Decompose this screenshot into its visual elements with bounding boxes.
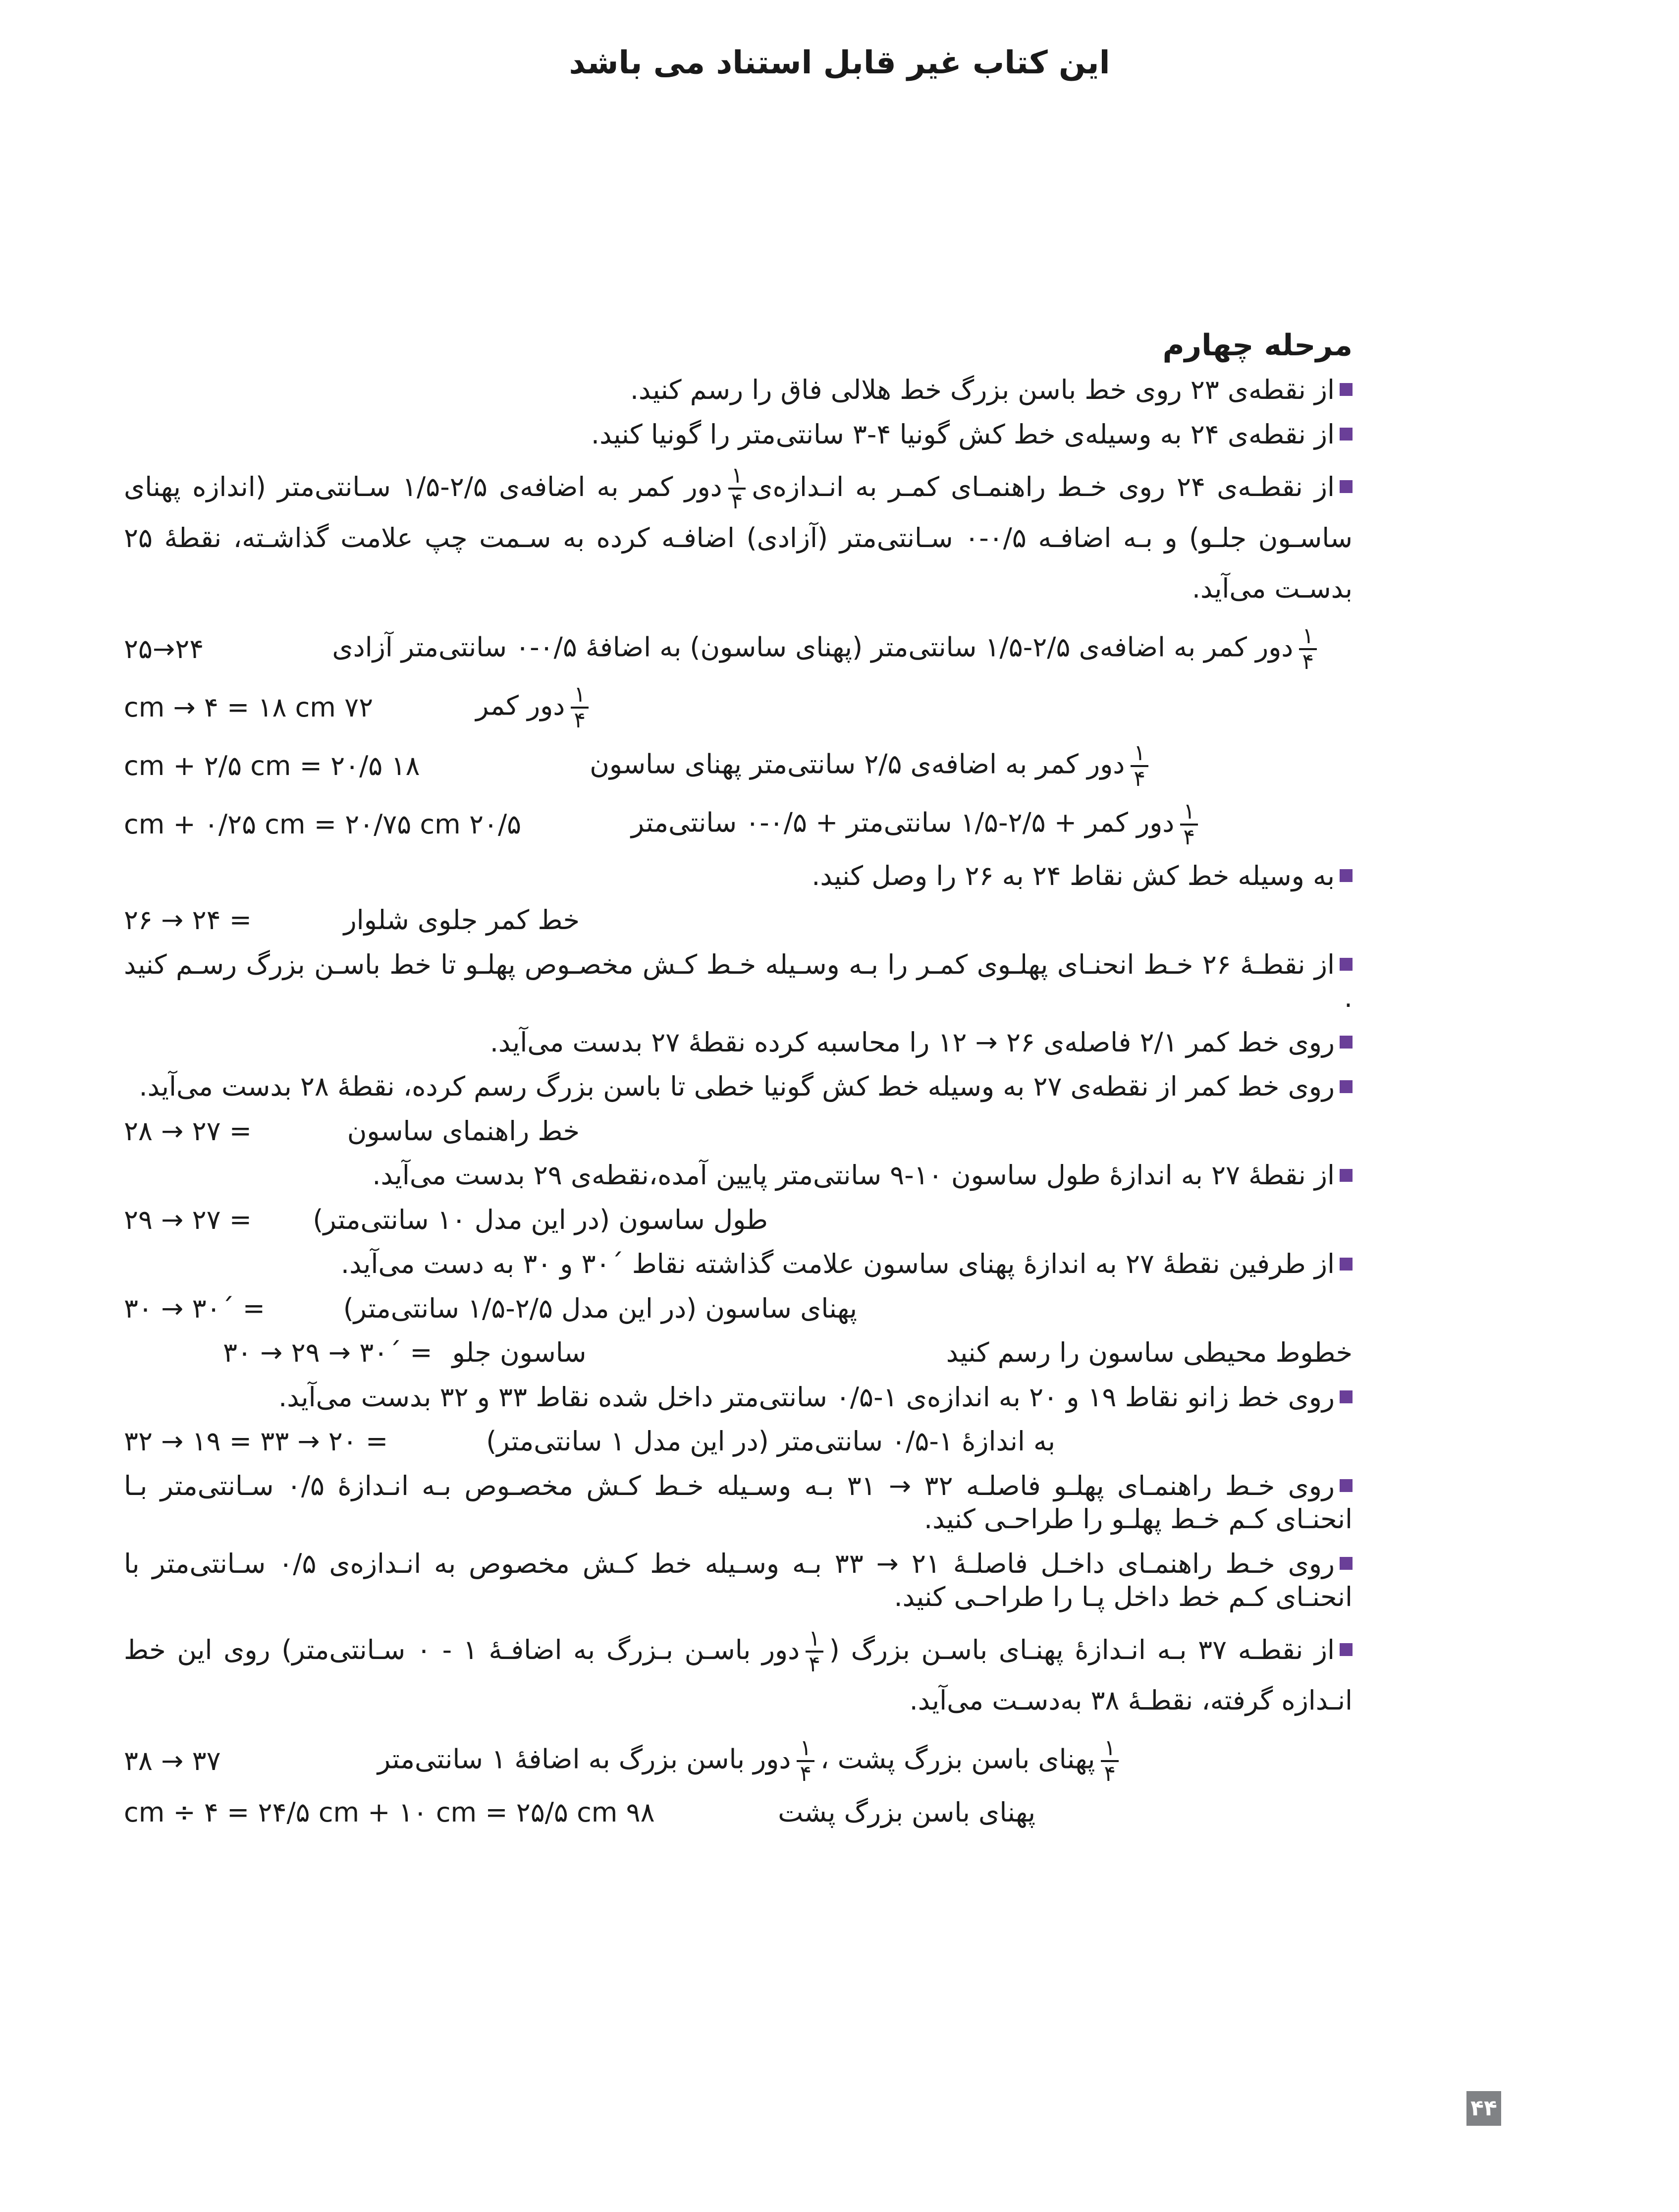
formula-line: خطوط محیطی ساسون را رسم کنید ساسون جلو = ´۳۰ → ۲۹ → ۳۰	[124, 1336, 1353, 1370]
bullet-square-icon	[1340, 1080, 1353, 1093]
bullet-square-icon	[1340, 1036, 1353, 1049]
bullet-item: روی خـط راهنمـای داخـل فاصلـهٔ ۲۱ → ۳۳ بـه وسـیله خط کـش مخصوص به انـدازه‌ی ۰/۵ سـانتی‌متر با انحنـای کـم خط داخل پـا را طراحـی کنید.	[124, 1548, 1353, 1613]
formula-value: ۳۷ → ۳۸	[124, 1745, 221, 1777]
fraction-one-quarter: $\frac{۱}{۴}$	[797, 1737, 814, 1785]
formula-value: ۹۸ cm ÷ ۴ = ۲۴/۵ cm + ۱۰ cm = ۲۵/۵ cm	[124, 1796, 655, 1828]
bullet-square-icon	[1340, 1390, 1353, 1403]
formula-value: = ۲۰ → ۳۳ = ۱۹ → ۳۲	[124, 1426, 388, 1457]
fraction-one-quarter: $\frac{۱}{۴}$	[571, 684, 589, 731]
formula-line: $\frac{۱}{۴}$ دور کمر ۷۲ cm → ۴ = ۱۸ cm	[124, 684, 1353, 731]
formula-value: ۷۲ cm → ۴ = ۱۸ cm	[124, 692, 374, 723]
fraction-one-quarter: $\frac{۱}{۴}$	[1131, 742, 1148, 790]
formula-line: پهنای باسن بزرگ پشت ۹۸ cm ÷ ۴ = ۲۴/۵ cm + ۱۰ cm = ۲۵/۵ cm	[124, 1796, 1353, 1829]
bullet-square-icon	[1340, 1557, 1353, 1570]
bullet-square-icon	[1340, 869, 1353, 882]
page-number-badge: ۴۴	[1466, 2091, 1501, 2126]
formula-line: خط کمر جلوی شلوار = ۲۴ → ۲۶	[124, 903, 1353, 937]
bullet-square-icon	[1340, 383, 1353, 396]
bullet-item: روی خط کمر ۲/۱ فاصله‌ی ۲۶ → ۱۲ را محاسبه کرده نقطهٔ ۲۷ بدست می‌آید.	[124, 1026, 1353, 1059]
bullet-square-icon	[1340, 958, 1353, 971]
fraction-one-quarter: $\frac{۱}{۴}$	[728, 465, 746, 512]
formula-value: = ۲۷ → ۲۹	[124, 1204, 252, 1235]
bullet-item: روی خـط راهنمـای پهلـو فاصلـه ۳۲ → ۳۱ بـه وسـیله خـط کـش مخصـوص بـه انـدازهٔ ۰/۵ سـانتی‌متر بـا انحنـای کـم خـط پهلـو را طراحـی کنید.	[124, 1470, 1353, 1535]
fraction-one-quarter: $\frac{۱}{۴}$	[806, 1628, 823, 1675]
formula-line: $\frac{۱}{۴}$ پهنای باسن بزرگ پشت ، $\frac{۱}{۴}$ دور باسن بزرگ به اضافهٔ ۱ سانتی‌متر ۳۷ → ۳۸	[124, 1737, 1353, 1785]
page-header: این کتاب غیر قابل استناد می باشد	[569, 45, 1110, 81]
bullet-square-icon	[1340, 428, 1353, 441]
bullet-square-icon	[1340, 1258, 1353, 1271]
bullet-item: از نقطه‌ی ۲۳ روی خط باسن بزرگ خط هلالی فاق را رسم کنید.	[124, 373, 1353, 407]
bullet-item: از طرفین نقطهٔ ۲۷ به اندازهٔ پهنای ساسون علامت گذاشته نقاط ´۳۰ و ۳۰ به دست می‌آید.	[124, 1247, 1353, 1281]
formula-value: = ´۳۰ → ۳۰	[124, 1292, 266, 1324]
bullet-item: به وسیله خط کش نقاط ۲۴ به ۲۶ را وصل کنید.	[124, 859, 1353, 893]
formula-line: $\frac{۱}{۴}$ دور کمر به اضافه‌ی ۲/۵-۱/۵ سانتی‌متر (پهنای ساسون) به اضافهٔ ۰/۵-۰ سانتی‌متر آزادی ۲۴→۲۵	[124, 625, 1353, 673]
fraction-one-quarter: $\frac{۱}{۴}$	[1299, 625, 1317, 673]
bullet-square-icon	[1340, 480, 1353, 493]
bullet-item: روی خط زانو نقاط ۱۹ و ۲۰ به اندازه‌ی ۱-۰/۵ سانتی‌متر داخل شده نقاط ۳۳ و ۳۲ بدست می‌آید.	[124, 1381, 1353, 1414]
formula-value: = ۲۴ → ۲۶	[124, 904, 252, 936]
bullet-item: از نقطـه‌ی ۲۴ روی خـط راهنمـای کمـر به انـدازه‌ی $\frac{۱}{۴}$ دور کمر به اضافه‌ی ۲/۵-۱/۵ سـانتی‌متر (اندازه پهنای ساسـون جلـو) و بـه اضافـه ۰/۵-۰ سـانتی‌متر (آزادی) اضافـه کرده به سـمت چپ علامت گذاشـته، نقطهٔ ۲۵ بدسـت می‌آید.	[124, 463, 1353, 605]
fraction-one-quarter: $\frac{۱}{۴}$	[1180, 801, 1198, 848]
formula-value: ۲۰/۵ cm + ۰/۲۵ cm = ۲۰/۷۵ cm	[124, 809, 522, 840]
formula-value: ۱۸ cm + ۲/۵ cm = ۲۰/۵	[124, 750, 420, 782]
bullet-square-icon	[1340, 1643, 1353, 1656]
formula-value: = ۲۷ → ۲۸	[124, 1115, 252, 1147]
fraction-one-quarter: $\frac{۱}{۴}$	[1101, 1737, 1119, 1785]
bullet-square-icon	[1340, 1169, 1353, 1182]
section-title: مرحله چهارم	[1162, 328, 1353, 363]
formula-line: طول ساسون (در این مدل ۱۰ سانتی‌متر) = ۲۷ → ۲۹	[124, 1203, 1353, 1237]
bullet-item: از نقطـهٔ ۲۶ خـط انحنـای پهلـوی کمـر را بـه وسـیله خـط کـش مخصـوص پهلـو تا خط باسـن بزرگ رسـم کنید .	[124, 948, 1353, 1014]
bullet-item: از نقطهٔ ۲۷ به اندازهٔ طول ساسون ۱۰-۹ سانتی‌متر پایین آمده،نقطه‌ی ۲۹ بدست می‌آید.	[124, 1159, 1353, 1192]
bullet-item: از نقطـه ۳۷ بـه انـدازهٔ پهنـای باسـن بزرگ ( $\frac{۱}{۴}$ دور باسـن بـزرگ به اضافـهٔ ۱ - ۰ سـانتی‌متر) روی این خط انـدازه گرفته، نقطـهٔ ۳۸ به‌دسـت می‌آید.	[124, 1626, 1353, 1716]
formula-line: $\frac{۱}{۴}$ دور کمر + ۲/۵-۱/۵ سانتی‌متر + ۰/۵-۰ سانتی‌متر ۲۰/۵ cm + ۰/۲۵ cm = ۲۰/۷۵ cm	[124, 801, 1353, 848]
bullet-item: روی خط کمر از نقطه‌ی ۲۷ به وسیله خط کش گونیا خطی تا باسن بزرگ رسم کرده، نقطهٔ ۲۸ بدست می‌آید.	[124, 1070, 1353, 1104]
formula-value: ۲۴→۲۵	[124, 633, 204, 665]
bullet-square-icon	[1340, 1479, 1353, 1492]
formula-line: به اندازهٔ ۱-۰/۵ سانتی‌متر (در این مدل ۱ سانتی‌متر) = ۲۰ → ۳۳ = ۱۹ → ۳۲	[124, 1425, 1353, 1458]
formula-line: خط راهنمای ساسون = ۲۷ → ۲۸	[124, 1114, 1353, 1148]
formula-line: پهنای ساسون (در این مدل ۲/۵-۱/۵ سانتی‌متر) = ´۳۰ → ۳۰	[124, 1292, 1353, 1326]
page-content	[124, 327, 1353, 1840]
formula-value: = ´۳۰ → ۲۹ → ۳۰	[223, 1337, 433, 1369]
bullet-item: از نقطه‌ی ۲۴ به وسیله‌ی خط کش گونیا ۴-۳ سانتی‌متر را گونیا کنید.	[124, 418, 1353, 451]
formula-line: $\frac{۱}{۴}$ دور کمر به اضافه‌ی ۲/۵ سانتی‌متر پهنای ساسون ۱۸ cm + ۲/۵ cm = ۲۰/۵	[124, 742, 1353, 790]
